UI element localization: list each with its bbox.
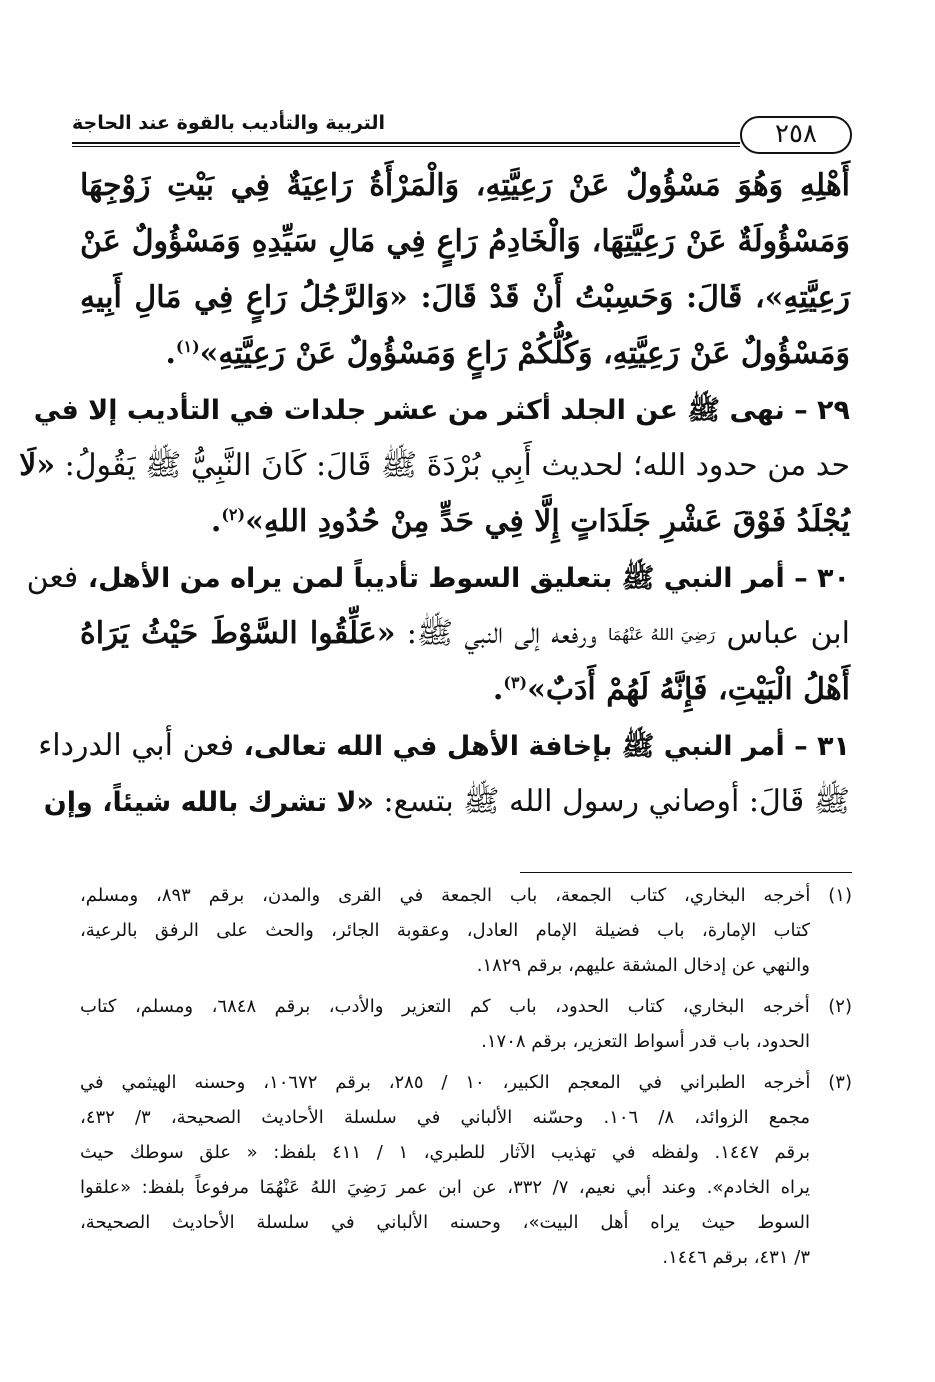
text-line: أَهْلُ الْبَيْتِ، فَإِنَّهُ لَهُمْ أَدَبٌ»$^{(٣)}$. — [492, 672, 850, 707]
footnote-3: (٣) أخرجه الطبراني في المعجم الكبير، ١٠ / ٢٨٥، برقم ١٠٦٧٢، وحسنه الهيثمي في مجمع الزوائد، ٨/ ١٠٦. وحسّنه الألباني في سلسلة الأحاديث الصحيحة، ٣/ ٤٣٢، برقم ١٤٤٧. ولفظه في تهذيب الآثار للطبري، ١ / ٤١١ بلفظ: « علق سوطك حيث يراه الخادم». وعند أبي نعيم، ٧/ ٣٣٢، عن ابن عمر رَضِيَ اللهُ عَنْهُمَا مرفوعاً بلفظ: «علقوا السوط حيث يراه أهل البيت»، وحسنه الألباني في سلسلة الأحاديث الصحيحة، ٣/ ٤٣١، برقم ١٤٤٦. — [80, 1065, 852, 1275]
running-title: التربية والتأديب بالقوة عند الحاجة — [72, 112, 386, 134]
footnote-2: (٢) أخرجه البخاري، كتاب الحدود، باب كم التعزير والأدب، برقم ٦٨٤٨، ومسلم، كتاب الحدود، باب قدر أسواط التعزير، برقم ١٧٠٨. — [80, 989, 852, 1059]
text-line: ﷺ قَالَ: أوصاني رسول الله ﷺ بتسع: «لا تشرك بالله شيئاً، وإن — [43, 784, 850, 819]
footnotes — [80, 878, 852, 1281]
footnote-ref: (٢) — [221, 505, 246, 524]
main-text — [19, 158, 850, 830]
honorific: رَضِيَ اللهُ عَنْهُمَا — [607, 625, 716, 644]
text-line: ابن عباس رَضِيَ اللهُ عَنْهُمَا ورفعه إلى النبي ﷺ: «عَلِّقُوا السَّوْطَ حَيْثُ يَرَاهُ — [80, 616, 850, 651]
footnote-number: (٢) — [828, 996, 852, 1017]
page-number: ٢٥٨ — [740, 116, 852, 154]
text-line: يُجْلَدُ فَوْقَ عَشْرِ جَلَدَاتٍ إِلَّا فِي حَدٍّ مِنْ حُدُودِ اللهِ»$^{(٢)}$. — [210, 504, 850, 539]
item-31-heading: ٣١ – أمر النبي ﷺ بإخافة الأهل في الله تعالى، فعن أبي الدرداء — [38, 728, 850, 763]
item-29-heading: ٢٩ – نهى ﷺ عن الجلد أكثر من عشر جلدات في التأديب إلا في — [33, 395, 850, 426]
text-line: رَعِيَّتِهِ»، قَالَ: وَحَسِبْتُ أَنْ قَدْ قَالَ: «وَالرَّجُلُ رَاعٍ فِي مَالِ أَبِيهِ — [80, 280, 850, 315]
footnote-1: (١) أخرجه البخاري، كتاب الجمعة، باب الجمعة في القرى والمدن، برقم ٨٩٣، ومسلم، كتاب الإمارة، باب فضيلة الإمام العادل، وعقوبة الجائر، والحث على الرفق بالرعية، والنهي عن إدخال المشقة عليهم، برقم ١٨٢٩. — [80, 878, 852, 983]
text-line: حد من حدود الله؛ لحديث أَبِي بُرْدَةَ ﷺ قَالَ: كَانَ النَّبِيُّ ﷺ يَقُولُ: «لَا — [19, 448, 850, 483]
footnote-number: (٣) — [828, 1072, 852, 1093]
header-rule — [72, 142, 740, 147]
footnote-separator — [520, 872, 852, 873]
page-header — [72, 108, 852, 154]
text-line: أَهْلِهِ وَهُوَ مَسْؤُولٌ عَنْ رَعِيَّتِهِ، وَالْمَرْأَةُ رَاعِيَةٌ فِي بَيْتِ زَوْجِهَا — [80, 168, 850, 203]
footnote-number: (١) — [828, 885, 852, 906]
text-line: وَمَسْؤُولٌ عَنْ رَعِيَّتِهِ، وَكُلُّكُمْ رَاعٍ وَمَسْؤُولٌ عَنْ رَعِيَّتِهِ»$^{(١)}$. — [165, 336, 850, 371]
footnote-ref: (٣) — [503, 673, 528, 692]
footnote-ref: (١) — [175, 337, 200, 356]
item-30-heading: ٣٠ – أمر النبي ﷺ بتعليق السوط تأديباً لمن يراه من الأهل، فعن — [26, 560, 850, 595]
text-line: وَمَسْؤُولَةٌ عَنْ رَعِيَّتِهَا، وَالْخَادِمُ رَاعٍ فِي مَالِ سَيِّدِهِ وَمَسْؤُولٌ عَنْ — [80, 224, 850, 259]
